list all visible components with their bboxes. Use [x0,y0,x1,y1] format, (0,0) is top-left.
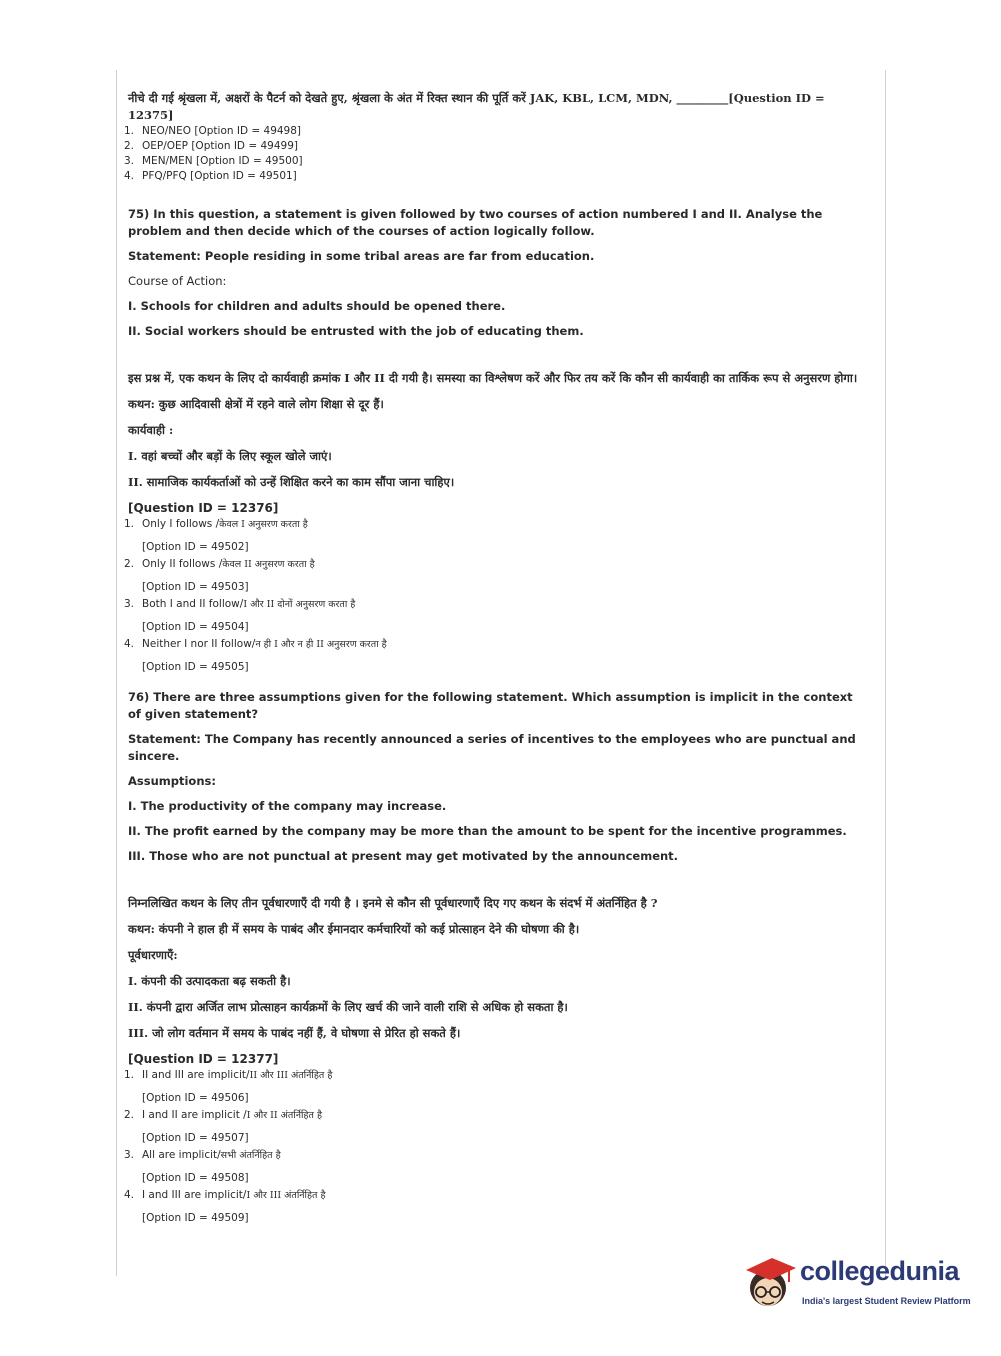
question-75-course-1: I. Schools for children and adults should be opened there. [128,299,506,313]
question-76-assumptions-label: Assumptions: [128,774,216,788]
question-74 [124,90,868,184]
question-76-id: [Question ID = 12377] [128,1052,279,1066]
option[interactable]: 2. I and II are implicit /I और II अंतर्निहित है [Option ID = 49507] [124,1109,323,1144]
option[interactable]: 1. II and III are implicit/II और III अंतर्निहित है [Option ID = 49506] [124,1069,333,1104]
option[interactable]: 4. PFQ/PFQ [Option ID = 49501] [124,170,297,182]
logo-wordmark: collegedunia [800,1256,960,1286]
question-75-hindi-course-label: कार्यवाही : [128,423,174,437]
question-76 [124,689,868,1226]
option[interactable]: 1. Only I follows /केवल I अनुसरण करता है [Option ID = 49502] [124,518,308,553]
mascot-icon [742,1252,798,1312]
question-76-hindi-statement: कथन: कंपनी ने हाल ही में समय के पाबंद और ईमानदार कर्मचारियों को कई प्रोत्साहन देने की घोषणा की है। [128,922,580,936]
question-75-options [124,517,868,675]
question-75-course-2: II. Social workers should be entrusted with the job of educating them. [128,324,584,338]
collegedunia-logo[interactable] [742,1252,974,1314]
question-75-statement: Statement: People residing in some tribal areas are far from education. [128,249,595,263]
question-76-text: 76) There are three assumptions given for the following statement. Which assumption is implicit in the context of given statement? [128,690,853,721]
question-76-assumption-3: III. Those who are not punctual at present may get motivated by the announcement. [128,849,679,863]
question-75-text: 75) In this question, a statement is given followed by two courses of action numbered I and II. Analyse the problem and then decide which of the courses of action logically follow. [128,207,823,238]
option[interactable]: 4. I and III are implicit/I और III अंतर्निहित है [Option ID = 49509] [124,1189,326,1224]
question-76-hindi-assumption-3: III. जो लोग वर्तमान में समय के पाबंद नहीं हैं, वे घोषणा से प्रेरित हो सकते हैं। [128,1026,461,1040]
question-75 [124,206,868,675]
question-75-hindi-course-2: II. सामाजिक कार्यकर्ताओं को उन्हें शिक्षित करने का काम सौंपा जाना चाहिए। [128,475,455,489]
question-76-hindi-text: निम्नलिखित कथन के लिए तीन पूर्वधारणाएँ दी गयी है । इनमे से कौन सी पूर्वधारणाएँ दिए गए कथन के संदर्भ में अंतर्निहित है ? [128,896,658,910]
option[interactable]: 2. OEP/OEP [Option ID = 49499] [124,140,298,152]
question-76-assumption-1: I. The productivity of the company may increase. [128,799,447,813]
question-76-hindi-assumptions-label: पूर्वधारणाएँ: [128,948,178,962]
option[interactable]: 3. All are implicit/सभी अंतर्निहित है [Option ID = 49508] [124,1149,281,1184]
question-76-options [124,1068,868,1226]
option[interactable]: 2. Only II follows /केवल II अनुसरण करता है [Option ID = 49503] [124,558,315,593]
question-74-text: नीचे दी गई श्रृंखला में, अक्षरों के पैटर्न को देखते हुए, श्रृंखला के अंत में रिक्त स्थान की पूर्ति करें JAK, KBL, LCM, MDN, _________[Question ID = 12375] [128,91,825,122]
question-76-hindi-assumption-1: I. कंपनी की उत्पादकता बढ़ सकती है। [128,974,291,988]
question-74-options [124,124,868,184]
question-76-assumption-2: II. The profit earned by the company may be more than the amount to be spent for the incentive programmes. [128,824,847,838]
question-75-hindi-statement: कथन: कुछ आदिवासी क्षेत्रों में रहने वाले लोग शिक्षा से दूर हैं। [128,397,384,411]
question-75-course-label: Course of Action: [128,274,227,288]
question-75-hindi-course-1: I. वहां बच्चों और बड़ों के लिए स्कूल खोले जाएं। [128,449,332,463]
question-75-hindi-text: इस प्रश्न में, एक कथन के लिए दो कार्यवाही क्रमांक I और II दी गयी है। समस्या का विश्लेषण करें और फिर तय करें कि कौन सी कार्यवाही का तार्किक रूप से अनुसरण होगा। [128,371,858,385]
option[interactable]: 4. Neither I nor II follow/न ही I और न ही II अनुसरण करता है [Option ID = 49505] [124,638,387,673]
document-content [124,90,868,1228]
question-76-statement: Statement: The Company has recently announced a series of incentives to the employees who are punctual and sincere. [128,732,856,763]
option[interactable]: 1. NEO/NEO [Option ID = 49498] [124,125,302,137]
logo-tagline: India's largest Student Review Platform [802,1296,971,1306]
option[interactable]: 3. MEN/MEN [Option ID = 49500] [124,155,303,167]
option[interactable]: 3. Both I and II follow/I और II दोनों अनुसरण करता है [Option ID = 49504] [124,598,356,633]
question-75-id: [Question ID = 12376] [128,501,279,515]
question-76-hindi-assumption-2: II. कंपनी द्वारा अर्जित लाभ प्रोत्साहन कार्यक्रमों के लिए खर्च की जाने वाली राशि से अधिक हो सकता है। [128,1000,568,1014]
